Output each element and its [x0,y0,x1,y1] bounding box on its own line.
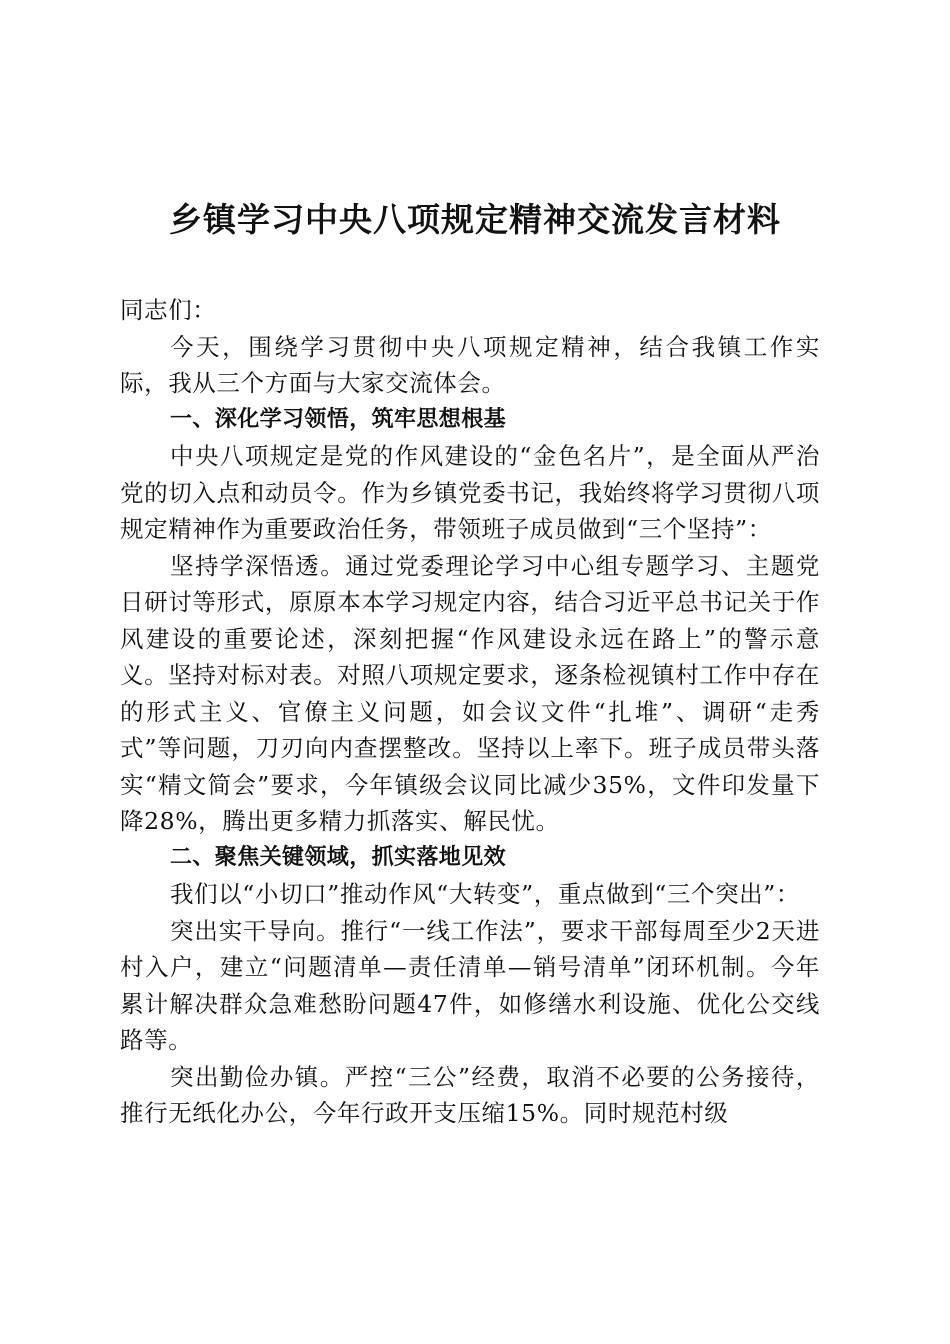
paragraph: 我们以“小切口”推动作风“大转变”，重点做到“三个突出”： [170,880,800,908]
paragraph: 坚持学深悟透。通过党委理论学习中心组专题学习、主题党日研讨等形式，原原本本学习规定内容，结合习近平总书记关于作风建设的重要论述，深刻把握“作风建设永远在路上”的警示意义。坚持对标对表。对照八项规定要求，逐条检视镇村工作中存在的形式主义、官僚主义问题，如会议文件“扎堆”、调研“走秀式”等问题，刀刃向内查摆整改。坚持以上率下。班子成员带头落实“精文简会”要求，今年镇级会议同比减少35%，文件印发量下降28%，腾出更多精力抓落实、解民忧。 [120,551,820,835]
paragraph: 中央八项规定是党的作风建设的“金色名片”，是全面从严治党的切入点和动员令。作为乡镇党委书记，我始终将学习贯彻八项规定精神作为重要政治任务，带领班子成员做到“三个坚持”： [120,442,820,543]
page-title: 乡镇学习中央八项规定精神交流发言材料 [169,200,781,239]
paragraph: 突出勤俭办镇。严控“三公”经费，取消不必要的公务接待，推行无纸化办公，今年行政开支压缩15%。同时规范村级 [120,1062,820,1127]
section-heading-2: 二、聚焦关键领域，抓实落地见效 [170,844,507,870]
paragraph-intro: 今天，围绕学习贯彻中央八项规定精神，结合我镇工作实际，我从三个方面与大家交流体会。 [120,332,820,397]
document-body [120,292,820,1132]
section-heading-1: 一、深化学习领悟，筑牢思想根基 [170,406,507,432]
paragraph: 突出实干导向。推行“一线工作法”，要求干部每周至少2天进村入户，建立“问题清单—责任清单—销号清单”闭环机制。今年累计解决群众急难愁盼问题47件，如修缮水利设施、优化公交线路等。 [120,916,820,1054]
salutation: 同志们： [120,296,217,324]
